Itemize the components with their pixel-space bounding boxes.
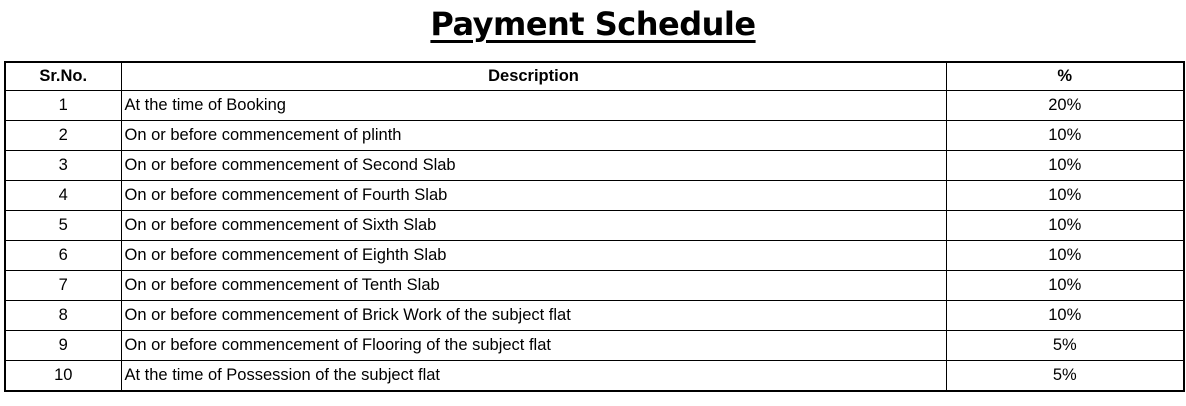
row-sr-no: 1 [5, 91, 121, 121]
table-row [5, 331, 1184, 361]
row-percent: 10% [946, 181, 1184, 211]
row-description: At the time of Booking [121, 91, 946, 121]
row-sr-no: 9 [5, 331, 121, 361]
row-description: On or before commencement of plinth [121, 121, 946, 151]
table-row [5, 121, 1184, 151]
row-description: On or before commencement of Second Slab [121, 151, 946, 181]
table-row [5, 151, 1184, 181]
table-row [5, 91, 1184, 121]
row-sr-no: 3 [5, 151, 121, 181]
row-percent: 5% [946, 361, 1184, 392]
row-percent: 10% [946, 301, 1184, 331]
table-row [5, 301, 1184, 331]
row-percent: 5% [946, 331, 1184, 361]
row-sr-no: 5 [5, 211, 121, 241]
row-sr-no: 10 [5, 361, 121, 392]
page-title: Payment Schedule [430, 5, 756, 43]
column-header-percent: % [946, 62, 1184, 91]
row-percent: 10% [946, 211, 1184, 241]
payment-schedule-table [4, 61, 1185, 392]
row-percent: 20% [946, 91, 1184, 121]
row-description: On or before commencement of Flooring of the subject flat [121, 331, 946, 361]
row-sr-no: 4 [5, 181, 121, 211]
column-header-sr-no: Sr.No. [5, 62, 121, 91]
row-percent: 10% [946, 121, 1184, 151]
table-row [5, 211, 1184, 241]
table-row [5, 181, 1184, 211]
row-sr-no: 2 [5, 121, 121, 151]
table-row [5, 271, 1184, 301]
column-header-description: Description [121, 62, 946, 91]
table-row [5, 361, 1184, 392]
row-sr-no: 6 [5, 241, 121, 271]
row-description: On or before commencement of Fourth Slab [121, 181, 946, 211]
table-header-row [5, 62, 1184, 91]
row-percent: 10% [946, 151, 1184, 181]
row-percent: 10% [946, 271, 1184, 301]
row-sr-no: 7 [5, 271, 121, 301]
row-description: On or before commencement of Brick Work of the subject flat [121, 301, 946, 331]
table-row [5, 241, 1184, 271]
row-description: On or before commencement of Eighth Slab [121, 241, 946, 271]
row-percent: 10% [946, 241, 1184, 271]
row-description: On or before commencement of Tenth Slab [121, 271, 946, 301]
row-sr-no: 8 [5, 301, 121, 331]
row-description: On or before commencement of Sixth Slab [121, 211, 946, 241]
row-description: At the time of Possession of the subject flat [121, 361, 946, 392]
